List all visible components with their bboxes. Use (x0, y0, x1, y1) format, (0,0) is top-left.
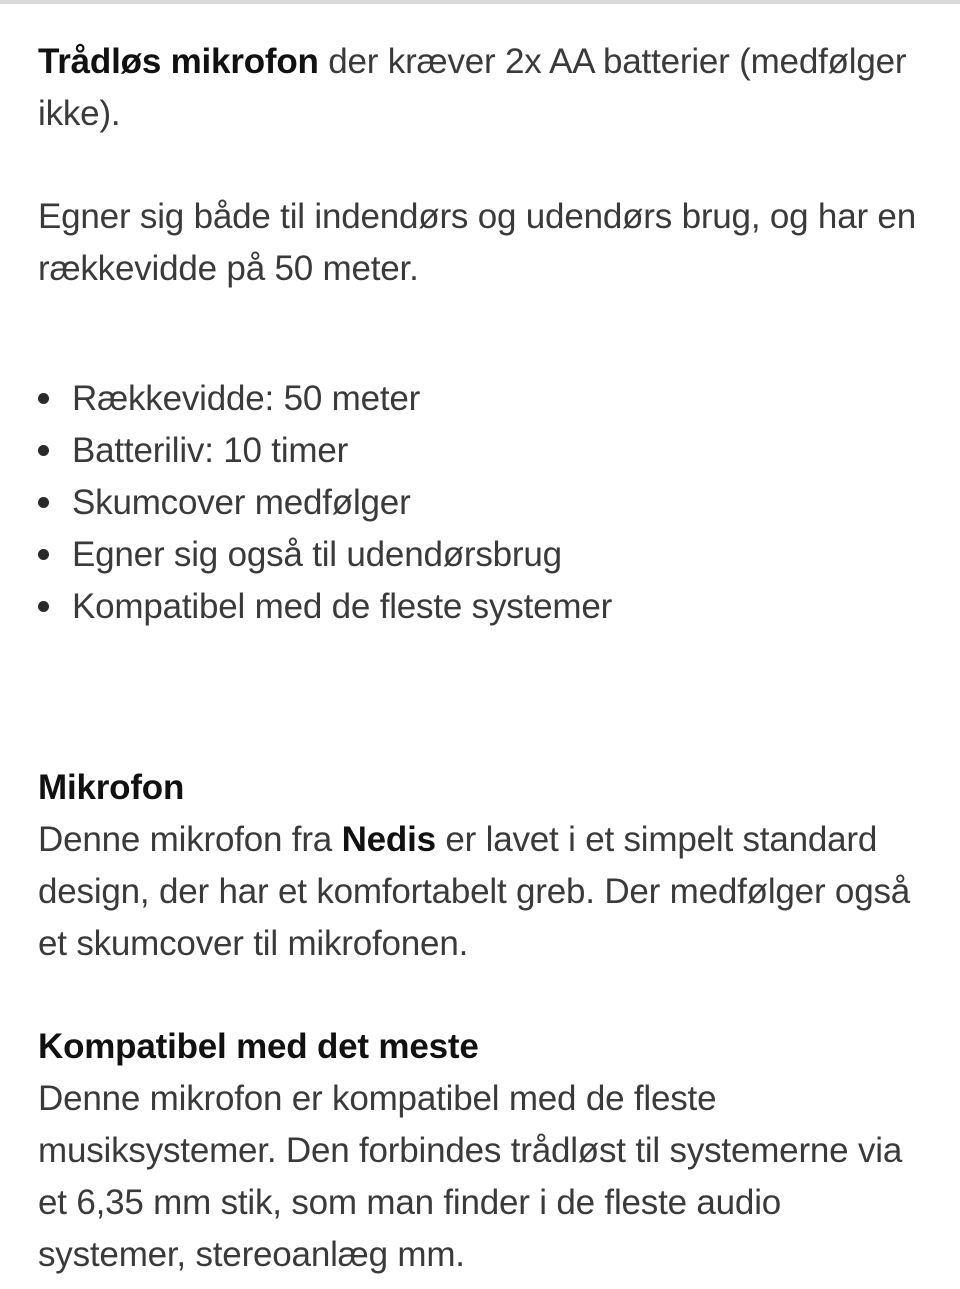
list-item (38, 425, 928, 477)
list-item (38, 373, 928, 425)
list-item-text: Batteriliv: 10 timer (72, 431, 349, 470)
bullet-icon (38, 549, 49, 560)
list-item (38, 477, 928, 529)
intro-bold-lead: Trådløs mikrofon (38, 42, 319, 81)
list-item-text: Egner sig også til udendørsbrug (72, 535, 562, 574)
feature-list (38, 373, 928, 633)
list-item (38, 581, 928, 633)
range-paragraph: Egner sig både til indendørs og udendørs brug, og har en rækkevidde på 50 meter. (38, 197, 916, 288)
mic-section (38, 762, 928, 970)
top-divider (0, 0, 960, 4)
list-item-text: Skumcover medfølger (72, 483, 411, 522)
list-item (38, 529, 928, 581)
intro-text: der kræver 2x AA batterier (medfølger ikke). (38, 42, 907, 133)
compat-section (38, 1021, 928, 1281)
compat-paragraph: Denne mikrofon er kompatibel med de fleste musiksystemer. Den forbindes trådløst til systemerne via et 6,35 mm stik, som man finder i de fleste audio systemer, stereoanlæg mm. (38, 1079, 903, 1274)
brand-name: Nedis (341, 820, 436, 859)
bullet-icon (38, 393, 49, 404)
compat-heading: Kompatibel med det meste (38, 1027, 479, 1066)
list-item-text: Kompatibel med de fleste systemer (72, 587, 613, 626)
mic-text-after: er lavet i et simpelt standard design, der har et komfortabelt greb. Der medfølger også et skumcover til mikrofonen. (38, 820, 911, 963)
intro-paragraph (38, 36, 928, 140)
bullet-icon (38, 445, 49, 456)
mic-heading: Mikrofon (38, 768, 185, 807)
bullet-icon (38, 497, 49, 508)
product-description (38, 36, 928, 1281)
list-item-text: Rækkevidde: 50 meter (72, 379, 421, 418)
mic-text-before: Denne mikrofon fra (38, 820, 342, 859)
bullet-icon (38, 601, 49, 612)
mic-paragraph (38, 814, 928, 970)
